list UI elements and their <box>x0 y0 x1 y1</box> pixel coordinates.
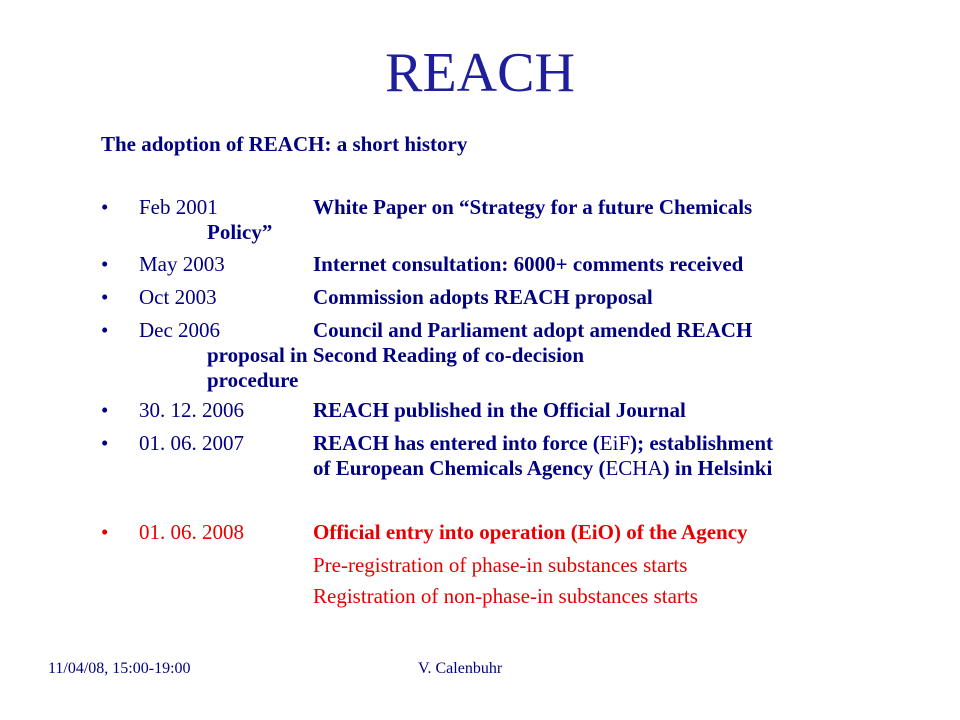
item-date: 01. 06. 2008 <box>139 520 244 544</box>
desc-text: REACH has entered into force ( <box>313 431 600 455</box>
item-description-line <box>313 456 873 481</box>
item-description <box>313 398 873 423</box>
item-description <box>207 195 873 245</box>
bullet-dot: • <box>101 398 109 422</box>
item-date: Oct 2003 <box>139 285 217 309</box>
item-date: May 2003 <box>139 252 225 276</box>
bullet-dot: • <box>101 195 109 219</box>
item-description <box>313 285 873 310</box>
item-description-line: proposal in Second Reading of co-decision <box>207 343 585 367</box>
item-description-line: Pre-registration of phase-in substances starts <box>313 553 688 577</box>
desc-text: of European Chemicals Agency ( <box>313 456 606 480</box>
item-description-line: Registration of non-phase-in substances starts <box>313 584 698 608</box>
desc-text: ) in Helsinki <box>662 456 773 480</box>
desc-text: ); establishment <box>630 431 774 455</box>
item-description-line: White Paper on “Strategy for a future Chemicals <box>313 195 753 219</box>
abbr-eif: EiF <box>599 431 631 455</box>
item-description-line: REACH published in the Official Journal <box>313 398 686 422</box>
item-description: Official entry into operation (EiO) of the Agency <box>313 520 748 544</box>
item-description <box>207 318 873 393</box>
bullet-dot: • <box>101 431 109 455</box>
item-description-line: procedure <box>207 368 299 392</box>
item-description <box>313 431 873 481</box>
item-description-line <box>313 431 773 455</box>
item-description-line: Policy” <box>207 220 273 244</box>
bullet-dot: • <box>101 318 109 342</box>
slide-subtitle: The adoption of REACH: a short history <box>101 132 468 156</box>
slide-title: REACH <box>385 42 575 104</box>
item-date: 01. 06. 2007 <box>139 431 244 455</box>
footer-author: V. Calenbuhr <box>418 660 503 677</box>
abbr-echa: ECHA <box>605 456 663 480</box>
item-description-line: Internet consultation: 6000+ comments received <box>313 252 744 276</box>
bullet-dot: • <box>101 520 109 544</box>
item-date: Dec 2006 <box>139 318 221 342</box>
footer-date-time: 11/04/08, 15:00-19:00 <box>48 660 191 677</box>
item-date: Feb 2001 <box>139 195 218 219</box>
item-description-line: Commission adopts REACH proposal <box>313 285 653 309</box>
item-date: 30. 12. 2006 <box>139 398 244 422</box>
item-description <box>313 252 873 277</box>
bullet-dot: • <box>101 285 109 309</box>
bullet-dot: • <box>101 252 109 276</box>
item-description-line: Council and Parliament adopt amended REACH <box>313 318 753 342</box>
